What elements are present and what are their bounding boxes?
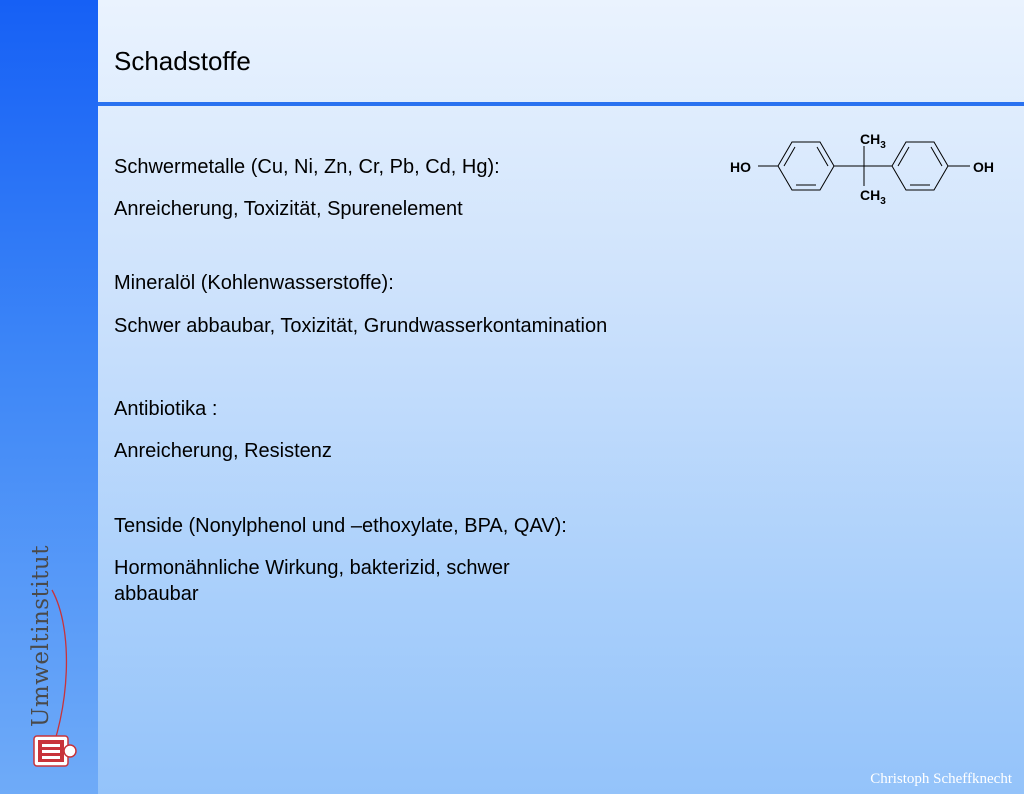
- methyl-bottom-label: $CH_3$: [860, 187, 886, 206]
- footer-author: Christoph Scheffknecht: [870, 771, 1012, 787]
- header-divider: [98, 102, 1024, 106]
- bisphenol-a-structure: [726, 126, 1006, 206]
- item-description: Schwer abbaubar, Toxizität, Grundwasserkontamination: [114, 315, 608, 337]
- item-heading: Antibiotika :: [114, 398, 218, 420]
- umweltinstitut-logo: [22, 545, 82, 775]
- methyl-top-label: $CH_3$: [860, 131, 886, 151]
- item-heading: Tenside (Nonylphenol und –ethoxylate, BPA, QAV):: [114, 515, 567, 537]
- item-heading: Schwermetalle (Cu, Ni, Zn, Cr, Pb, Cd, Hg):: [114, 156, 500, 178]
- slide-title: Schadstoffe: [114, 46, 251, 76]
- item-description: Anreicherung, Resistenz: [114, 440, 332, 462]
- item-description: Anreicherung, Toxizität, Spurenelement: [114, 198, 463, 220]
- logo-wordmark: Umweltinstitut: [28, 545, 54, 727]
- hydroxyl-right-label: OH: [973, 159, 994, 175]
- hydroxyl-left-label: HO: [730, 159, 751, 175]
- item-description: Hormonähnliche Wirkung, bakterizid, schwer abbaubar: [114, 557, 510, 605]
- item-heading: Mineralöl (Kohlenwasserstoffe):: [114, 272, 394, 294]
- logo-emblem: [22, 560, 82, 775]
